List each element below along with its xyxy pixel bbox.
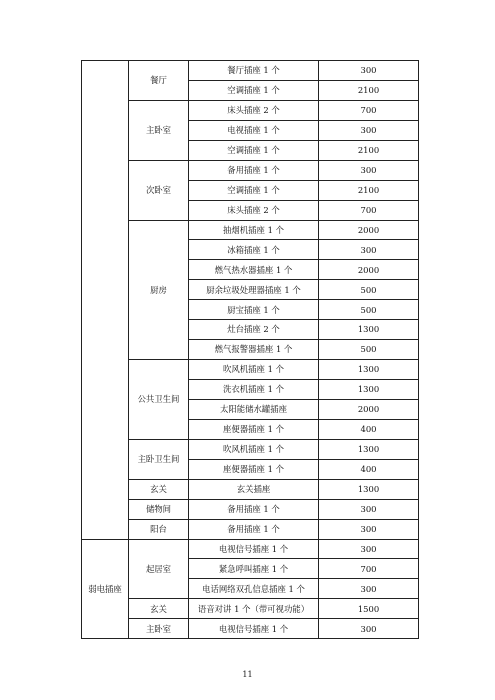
power-value-cell: 2100	[319, 80, 419, 100]
table-row	[82, 100, 419, 120]
room-cell: 主卧室	[129, 100, 189, 160]
power-value-cell: 2000	[319, 260, 419, 280]
power-value-cell: 300	[319, 579, 419, 599]
socket-item-cell: 厨宝插座 1 个	[189, 300, 319, 320]
page-number: 11	[242, 670, 253, 679]
socket-item-cell: 备用插座 1 个	[189, 499, 319, 519]
room-cell: 储物间	[129, 499, 189, 519]
socket-item-cell: 备用插座 1 个	[189, 160, 319, 180]
socket-item-cell: 餐厅插座 1 个	[189, 61, 319, 81]
socket-item-cell: 电视信号插座 1 个	[189, 539, 319, 559]
table-row	[82, 360, 419, 380]
power-value-cell: 2100	[319, 180, 419, 200]
room-cell: 玄关	[129, 479, 189, 499]
power-value-cell: 500	[319, 340, 419, 360]
socket-item-cell: 备用插座 1 个	[189, 519, 319, 539]
socket-item-cell: 座便器插座 1 个	[189, 419, 319, 439]
power-value-cell: 300	[319, 619, 419, 639]
power-value-cell: 300	[319, 61, 419, 81]
socket-item-cell: 电视信号插座 1 个	[189, 619, 319, 639]
power-value-cell: 2000	[319, 220, 419, 240]
socket-item-cell: 太阳能储水罐插座	[189, 399, 319, 419]
socket-item-cell: 语音对讲 1 个（带可视功能）	[189, 599, 319, 619]
table-row	[82, 479, 419, 499]
socket-item-cell: 洗衣机插座 1 个	[189, 380, 319, 400]
category-cell: 弱电插座	[82, 539, 129, 639]
table-row	[82, 499, 419, 519]
table-row	[82, 539, 419, 559]
power-value-cell: 700	[319, 200, 419, 220]
room-cell: 起居室	[129, 539, 189, 599]
table-row	[82, 519, 419, 539]
power-value-cell: 700	[319, 559, 419, 579]
power-value-cell: 1500	[319, 599, 419, 619]
room-cell: 玄关	[129, 599, 189, 619]
socket-item-cell: 紧急呼叫插座 1 个	[189, 559, 319, 579]
power-value-cell: 1300	[319, 439, 419, 459]
socket-item-cell: 电话网络双孔信息插座 1 个	[189, 579, 319, 599]
power-value-cell: 300	[319, 120, 419, 140]
power-value-cell: 1300	[319, 479, 419, 499]
power-value-cell: 500	[319, 300, 419, 320]
socket-item-cell: 吹风机插座 1 个	[189, 360, 319, 380]
socket-item-cell: 抽烟机插座 1 个	[189, 220, 319, 240]
table-row	[82, 619, 419, 639]
power-value-cell: 1300	[319, 380, 419, 400]
table-row	[82, 220, 419, 240]
room-cell: 厨房	[129, 220, 189, 360]
socket-spec-table-body	[82, 61, 419, 639]
power-value-cell: 700	[319, 100, 419, 120]
table-row	[82, 160, 419, 180]
socket-spec-table	[81, 60, 419, 639]
room-cell: 主卧卫生间	[129, 439, 189, 479]
power-value-cell: 300	[319, 539, 419, 559]
room-cell: 餐厅	[129, 61, 189, 101]
room-cell: 阳台	[129, 519, 189, 539]
socket-item-cell: 空调插座 1 个	[189, 80, 319, 100]
table-row	[82, 61, 419, 81]
power-value-cell: 2100	[319, 140, 419, 160]
socket-item-cell: 玄关插座	[189, 479, 319, 499]
power-value-cell: 500	[319, 280, 419, 300]
power-value-cell: 2000	[319, 399, 419, 419]
room-cell: 次卧室	[129, 160, 189, 220]
power-value-cell: 300	[319, 499, 419, 519]
socket-item-cell: 燃气热水器插座 1 个	[189, 260, 319, 280]
socket-item-cell: 空调插座 1 个	[189, 140, 319, 160]
power-value-cell: 300	[319, 240, 419, 260]
socket-item-cell: 座便器插座 1 个	[189, 459, 319, 479]
room-cell: 公共卫生间	[129, 360, 189, 440]
power-value-cell: 300	[319, 519, 419, 539]
socket-item-cell: 灶台插座 2 个	[189, 320, 319, 340]
category-cell	[82, 61, 129, 540]
table-row	[82, 439, 419, 459]
socket-item-cell: 空调插座 1 个	[189, 180, 319, 200]
socket-item-cell: 电视插座 1 个	[189, 120, 319, 140]
socket-item-cell: 床头插座 2 个	[189, 200, 319, 220]
socket-item-cell: 吹风机插座 1 个	[189, 439, 319, 459]
power-value-cell: 300	[319, 160, 419, 180]
power-value-cell: 400	[319, 419, 419, 439]
power-value-cell: 1300	[319, 360, 419, 380]
socket-item-cell: 燃气报警器插座 1 个	[189, 340, 319, 360]
power-value-cell: 1300	[319, 320, 419, 340]
table-row	[82, 599, 419, 619]
socket-item-cell: 床头插座 2 个	[189, 100, 319, 120]
socket-item-cell: 冰箱插座 1 个	[189, 240, 319, 260]
room-cell: 主卧室	[129, 619, 189, 639]
socket-item-cell: 厨余垃圾处理器插座 1 个	[189, 280, 319, 300]
power-value-cell: 400	[319, 459, 419, 479]
